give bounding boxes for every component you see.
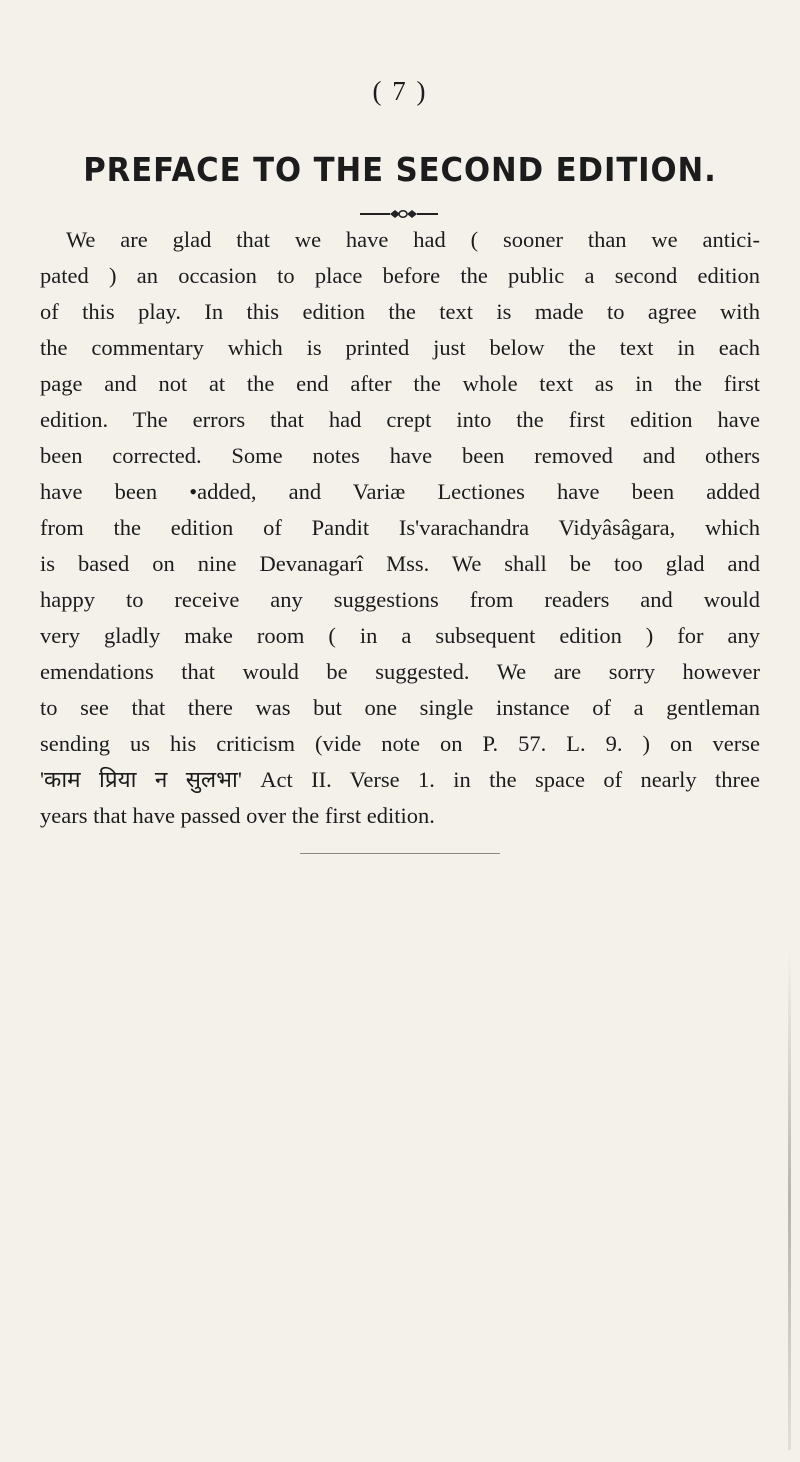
preface-line: emendations that would be suggested. We are sorry however [40,659,760,684]
preface-line: happy to receive any suggestions from readers and would [40,587,760,612]
page-title: PREFACE TO THE SECOND EDITION. [83,150,717,189]
preface-line: from the edition of Pandit Is'varachandra Vidyâsâgara, which [40,515,760,540]
end-rule [300,853,500,854]
preface-line: We are glad that we have had ( sooner than we antici- [66,227,760,252]
preface-line: pated ) an occasion to place before the public a second edition [40,263,760,288]
preface-line: page and not at the end after the whole text as in the first [40,371,760,396]
preface-line: have been •added, and Variæ Lectiones have been added [40,479,760,504]
page-number: ( 7 ) [372,76,428,106]
preface-line: edition. The errors that had crept into the first edition have [40,407,760,432]
page-edge-shadow [788,950,791,1450]
preface-line: to see that there was but one single instance of a gentleman [40,695,760,720]
preface-line: is based on nine Devanagarî Mss. We shall be too glad and [40,551,760,576]
preface-line: sending us his criticism (vide note on P. 57. L. 9. ) on verse [40,731,760,756]
preface-line: been corrected. Some notes have been removed and others [40,443,760,468]
preface-line: years that have passed over the first edition. [40,803,435,828]
preface-line: very gladly make room ( in a subsequent edition ) for any [40,623,760,648]
title-ornament [358,208,440,220]
preface-line: the commentary which is printed just below the text in each [40,335,760,360]
preface-body [40,222,760,834]
preface-line: 'काम प्रिया न सुलभा' Act II. Verse 1. in the space of nearly three [40,767,760,792]
preface-line: of this play. In this edition the text is made to agree with [40,299,760,324]
